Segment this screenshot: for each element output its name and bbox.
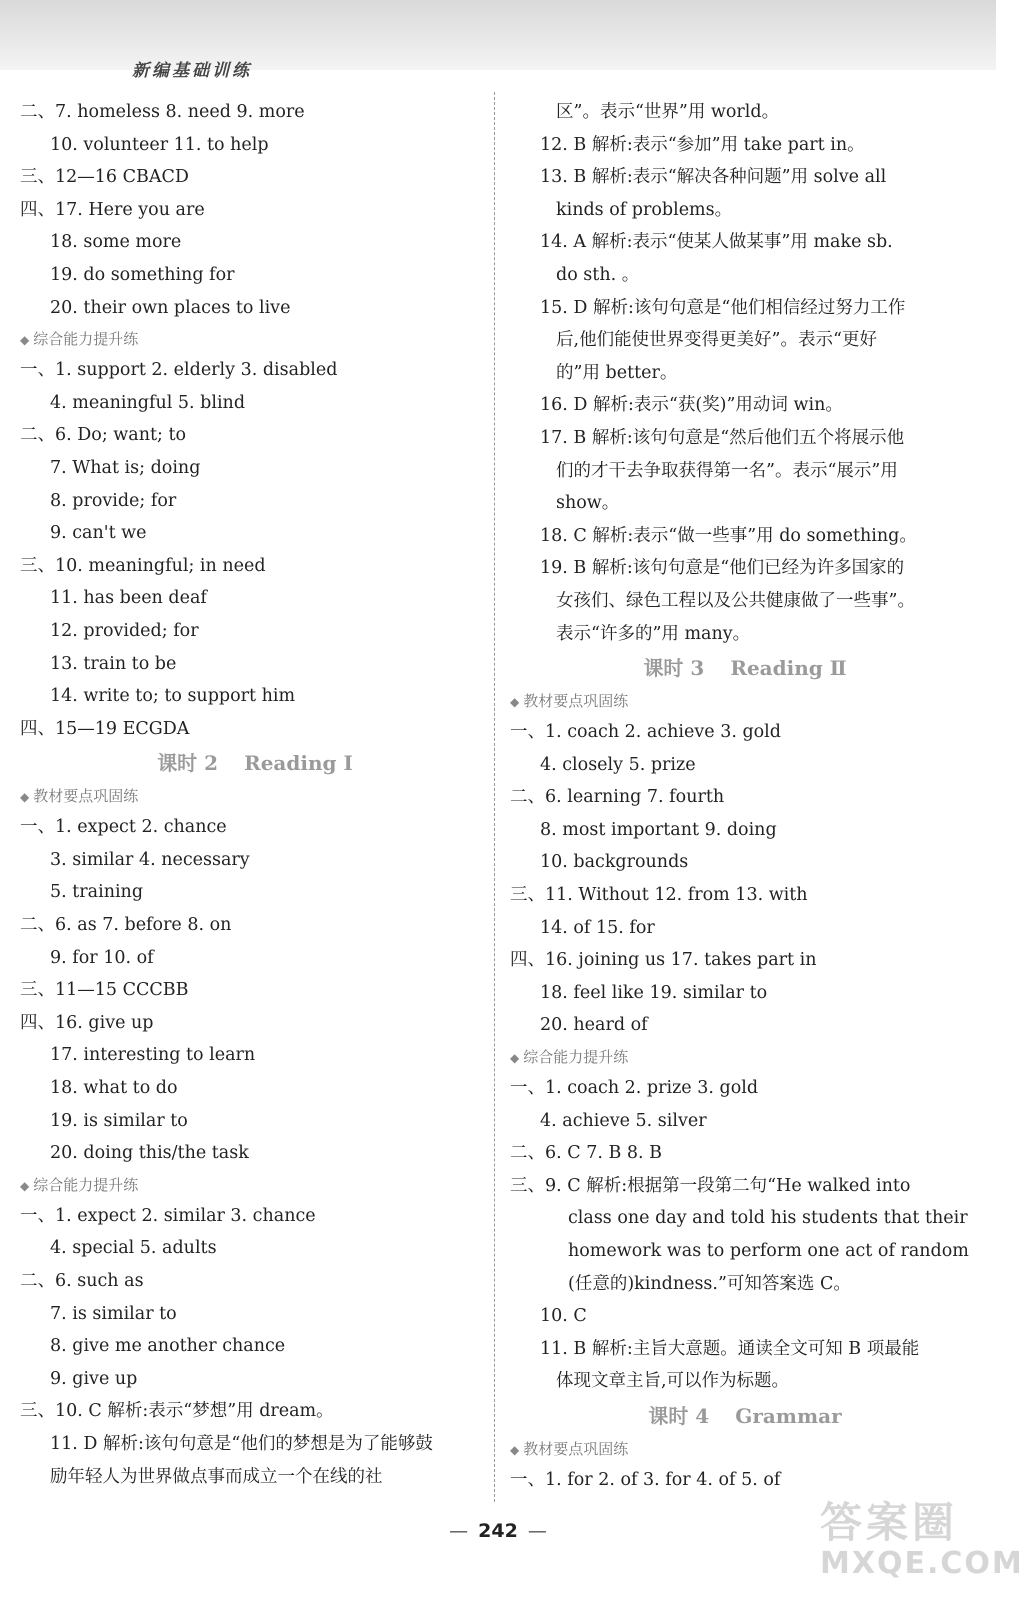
answer-line: 4. achieve 5. silver bbox=[540, 1110, 707, 1131]
lesson-number: 课时 2 bbox=[157, 751, 219, 776]
answer-line: kinds of problems。 bbox=[556, 199, 733, 220]
section-heading bbox=[20, 1170, 490, 1200]
answer-line: 18. some more bbox=[50, 232, 182, 253]
answer-line: 17. B 解析:该句句意是“然后他们五个将展示他 bbox=[540, 427, 905, 448]
watermark-logo bbox=[820, 1490, 1024, 1590]
page-number-value: 242 bbox=[478, 1520, 518, 1542]
answer-line: 20. heard of bbox=[540, 1015, 648, 1036]
answer-line: 四、15—19 ECGDA bbox=[20, 718, 190, 739]
section-heading-text: 综合能力提升练 bbox=[523, 1048, 629, 1067]
answer-line: 一、1. support 2. elderly 3. disabled bbox=[20, 360, 338, 381]
diamond-icon: ◆ bbox=[20, 790, 30, 805]
answer-line: 4. meaningful 5. blind bbox=[50, 392, 246, 413]
answer-line: 15. D 解析:该句句意是“他们相信经过努力工作 bbox=[540, 297, 906, 318]
answer-line: 体现文章主旨,可以作为标题。 bbox=[556, 1371, 790, 1392]
answer-line: 一、1. coach 2. prize 3. gold bbox=[510, 1078, 759, 1099]
answer-line: 18. what to do bbox=[50, 1078, 178, 1099]
answer-line: 女孩们、绿色工程以及公共健康做了一些事”。 bbox=[556, 590, 915, 611]
diamond-icon: ◆ bbox=[510, 1051, 520, 1066]
section-heading-text: 教材要点巩固练 bbox=[33, 787, 139, 806]
answer-line: 四、16. give up bbox=[20, 1012, 154, 1033]
answer-line: 的”用 better。 bbox=[556, 362, 678, 383]
lesson-title: Grammar bbox=[735, 1403, 842, 1428]
answer-line: 8. most important 9. doing bbox=[540, 819, 777, 840]
answer-line: 三、10. C 解析:表示“梦想”用 dream。 bbox=[20, 1401, 334, 1422]
right-column bbox=[510, 96, 980, 1497]
answer-line: 三、11—15 CCCBB bbox=[20, 980, 189, 1001]
diamond-icon: ◆ bbox=[510, 1442, 520, 1457]
section-heading-text: 综合能力提升练 bbox=[33, 1175, 139, 1194]
answer-line: 11. has been deaf bbox=[50, 588, 207, 609]
watermark-line2: MXQE.COM bbox=[820, 1546, 1024, 1581]
answer-line: 三、9. C 解析:根据第一段第二句“He walked into bbox=[510, 1175, 911, 1196]
answer-line: 14. of 15. for bbox=[540, 917, 655, 938]
lesson-number: 课时 3 bbox=[643, 656, 705, 681]
answer-line: 后,他们能使世界变得更美好”。表示“更好 bbox=[556, 330, 877, 351]
answer-line: 4. special 5. adults bbox=[50, 1238, 217, 1259]
answer-line: 11. B 解析:主旨大意题。通读全文可知 B 项最能 bbox=[540, 1338, 920, 1359]
page-number: — 242 — bbox=[449, 1520, 547, 1542]
lesson-heading bbox=[510, 650, 980, 686]
section-heading-text: 教材要点巩固练 bbox=[523, 692, 629, 711]
answer-line: 5. training bbox=[50, 882, 144, 903]
answer-line: 9. give up bbox=[50, 1368, 138, 1389]
answer-line: 20. their own places to live bbox=[50, 297, 291, 318]
diamond-icon: ◆ bbox=[20, 1178, 30, 1193]
page-header bbox=[0, 0, 996, 81]
answer-line: 二、6. C 7. B 8. B bbox=[510, 1143, 663, 1164]
answer-line: 励年轻人为世界做点事而成立一个在线的社 bbox=[50, 1466, 383, 1487]
diamond-icon: ◆ bbox=[510, 695, 520, 710]
answer-line: show。 bbox=[556, 493, 620, 514]
answer-line: 二、6. learning 7. fourth bbox=[510, 787, 725, 808]
section-heading-text: 综合能力提升练 bbox=[33, 330, 139, 349]
answer-line: 二、6. Do; want; to bbox=[20, 425, 187, 446]
answer-line: 7. What is; doing bbox=[50, 457, 201, 478]
answer-line: 四、16. joining us 17. takes part in bbox=[510, 950, 817, 971]
answer-line: 区”。表示“世界”用 world。 bbox=[556, 102, 780, 122]
answer-line: 8. provide; for bbox=[50, 490, 177, 511]
answer-line: 19. do something for bbox=[50, 264, 235, 285]
answer-line: 8. give me another chance bbox=[50, 1336, 286, 1357]
answer-line: 表示“许多的”用 many。 bbox=[556, 623, 751, 644]
answer-line: 9. can't we bbox=[50, 523, 147, 544]
answer-line: 一、1. for 2. of 3. for 4. of 5. of bbox=[510, 1469, 781, 1490]
section-heading bbox=[510, 686, 980, 716]
section-heading bbox=[20, 324, 490, 354]
answer-line: 19. B 解析:该句句意是“他们已经为许多国家的 bbox=[540, 558, 905, 579]
answer-line: 9. for 10. of bbox=[50, 947, 154, 968]
answer-line: 12. provided; for bbox=[50, 620, 199, 641]
answer-line: 18. feel like 19. similar to bbox=[540, 982, 768, 1003]
answer-line: 12. B 解析:表示“参加”用 take part in。 bbox=[540, 134, 865, 155]
section-heading bbox=[510, 1042, 980, 1072]
section-heading bbox=[20, 781, 490, 811]
answer-line: 20. doing this/the task bbox=[50, 1143, 249, 1164]
section-heading bbox=[510, 1434, 980, 1464]
section-heading-text: 教材要点巩固练 bbox=[523, 1439, 629, 1458]
answer-line: 7. is similar to bbox=[50, 1303, 177, 1324]
lesson-number: 课时 4 bbox=[648, 1403, 710, 1428]
lesson-heading bbox=[510, 1398, 980, 1434]
answer-line: 18. C 解析:表示“做一些事”用 do something。 bbox=[540, 525, 917, 546]
answer-line: 10. volunteer 11. to help bbox=[50, 134, 269, 155]
answer-line: do sth. 。 bbox=[556, 264, 640, 285]
column-divider bbox=[494, 92, 495, 1502]
lesson-title: Reading Ⅱ bbox=[730, 656, 847, 681]
diamond-icon: ◆ bbox=[20, 333, 30, 348]
answer-line: 17. interesting to learn bbox=[50, 1045, 256, 1066]
answer-line: homework was to perform one act of random bbox=[568, 1241, 969, 1261]
answer-line: 4. closely 5. prize bbox=[540, 754, 696, 775]
answer-line: 三、10. meaningful; in need bbox=[20, 555, 266, 576]
answer-line: 一、1. expect 2. chance bbox=[20, 817, 227, 838]
answer-line: 13. train to be bbox=[50, 653, 177, 674]
answer-line: 14. write to; to support him bbox=[50, 686, 296, 707]
answer-line: 11. D 解析:该句句意是“他们的梦想是为了能够鼓 bbox=[50, 1433, 433, 1454]
answer-line: 10. backgrounds bbox=[540, 852, 689, 873]
answer-line: 16. D 解析:表示“获(奖)”用动词 win。 bbox=[540, 395, 843, 416]
answer-line: 13. B 解析:表示“解决各种问题”用 solve all bbox=[540, 167, 887, 188]
left-column bbox=[20, 96, 490, 1493]
lesson-title: Reading Ⅰ bbox=[244, 751, 353, 776]
answer-line: 一、1. coach 2. achieve 3. gold bbox=[510, 722, 781, 743]
lesson-heading bbox=[20, 745, 490, 781]
answer-line: class one day and told his students that their bbox=[568, 1208, 968, 1229]
answer-line: 三、11. Without 12. from 13. with bbox=[510, 885, 808, 906]
answer-line: 14. A 解析:表示“使某人做某事”用 make sb. bbox=[540, 232, 893, 253]
answer-line: 一、1. expect 2. similar 3. chance bbox=[20, 1205, 316, 1226]
answer-line: 10. C bbox=[540, 1306, 587, 1327]
answer-line: 们的才干去争取获得第一名”。表示“展示”用 bbox=[556, 460, 898, 481]
answer-line: 四、17. Here you are bbox=[20, 199, 205, 220]
answer-line: 二、6. as 7. before 8. on bbox=[20, 915, 232, 936]
answer-line: 二、7. homeless 8. need 9. more bbox=[20, 102, 305, 122]
answer-line: 二、6. such as bbox=[20, 1271, 144, 1291]
watermark-line1: 答案圈 bbox=[820, 1498, 959, 1547]
answer-line: (任意的)kindness.”可知答案选 C。 bbox=[568, 1273, 851, 1294]
answer-line: 19. is similar to bbox=[50, 1110, 188, 1131]
answer-line: 3. similar 4. necessary bbox=[50, 849, 250, 870]
book-title: 新编基础训练 bbox=[132, 61, 252, 81]
answer-line: 三、12—16 CBACD bbox=[20, 167, 189, 188]
